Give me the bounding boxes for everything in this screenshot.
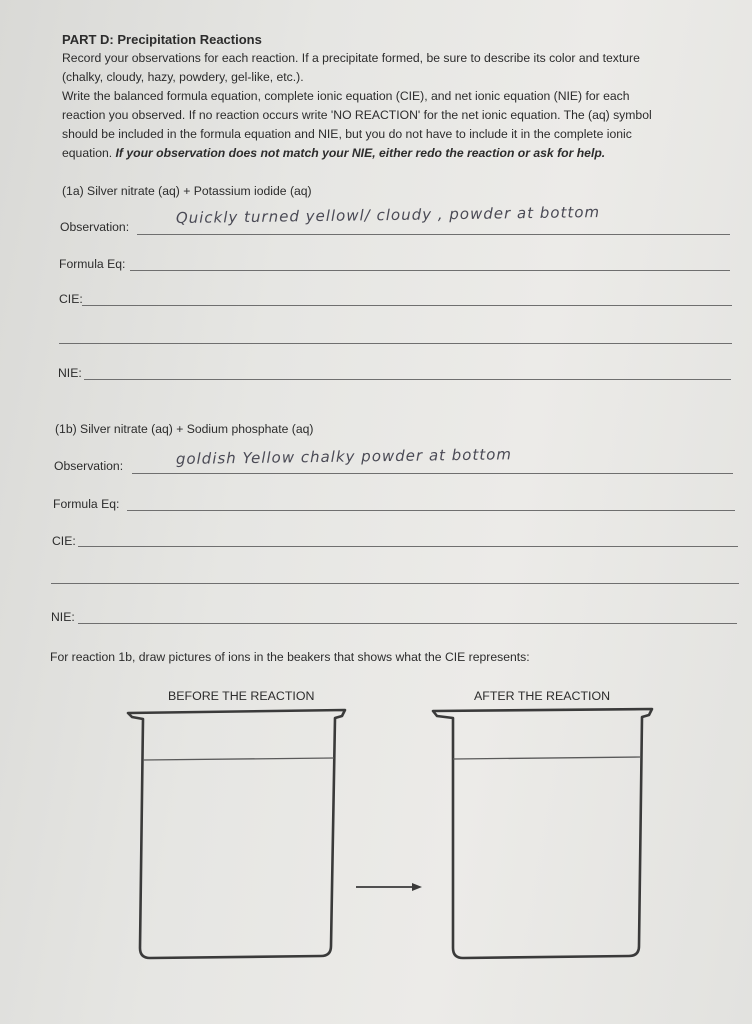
- before-reaction-label: BEFORE THE REACTION: [168, 689, 315, 703]
- instruction-line-1: Record your observations for each reaction. If a precipitate formed, be sure to describe its color and texture: [62, 51, 640, 65]
- cie-line-1a-continued[interactable]: [59, 343, 732, 344]
- cie-label-1b: CIE:: [52, 534, 76, 548]
- observation-answer-1a: Quickly turned yellowl/ cloudy , powder at bottom: [175, 203, 601, 227]
- after-beaker-liquid-line: [453, 757, 641, 759]
- after-reaction-label: AFTER THE REACTION: [474, 689, 611, 703]
- instruction-line-6: [62, 144, 605, 163]
- cie-line-1a[interactable]: [82, 305, 732, 306]
- instruction-line-5: should be included in the formula equation and NIE, but you do not have to include it in the complete ionic: [62, 127, 632, 141]
- reaction-1a-heading: (1a) Silver nitrate (aq) + Potassium iodide (aq): [62, 184, 312, 198]
- instruction-line-2: (chalky, cloudy, hazy, powdery, gel-like, etc.).: [62, 70, 304, 84]
- formula-line-1a[interactable]: [130, 270, 730, 271]
- nie-line-1b[interactable]: [78, 623, 737, 624]
- nie-label-1b: NIE:: [51, 610, 75, 624]
- instruction-line-3: Write the balanced formula equation, complete ionic equation (CIE), and net ionic equation (NIE) for each: [62, 89, 630, 103]
- observation-line-1b[interactable]: [132, 473, 733, 474]
- before-beaker-liquid-line: [143, 758, 334, 760]
- after-beaker[interactable]: [433, 709, 652, 958]
- instruction-line-6-text: equation.: [62, 146, 116, 160]
- instruction-warning: If your observation does not match your NIE, either redo the reaction or ask for help.: [115, 146, 606, 160]
- cie-label-1a: CIE:: [59, 292, 83, 306]
- cie-line-1b-continued[interactable]: [51, 583, 739, 584]
- nie-label-1a: NIE:: [58, 366, 82, 380]
- formula-label-1b: Formula Eq:: [53, 497, 120, 511]
- observation-label-1a: Observation:: [60, 220, 130, 234]
- formula-line-1b[interactable]: [127, 510, 735, 511]
- section-title: PART D: Precipitation Reactions: [62, 32, 262, 47]
- reaction-arrow: [356, 883, 422, 891]
- before-beaker[interactable]: [128, 710, 345, 958]
- observation-line-1a[interactable]: [137, 234, 730, 235]
- nie-line-1a[interactable]: [84, 379, 731, 380]
- cie-line-1b[interactable]: [78, 546, 738, 547]
- observation-label-1b: Observation:: [54, 459, 124, 473]
- reaction-1b-heading: (1b) Silver nitrate (aq) + Sodium phosphate (aq): [55, 422, 314, 436]
- instruction-line-4: reaction you observed. If no reaction occurs write 'NO REACTION' for the net ionic equation. The (aq) symbol: [62, 108, 652, 122]
- formula-label-1a: Formula Eq:: [59, 257, 126, 271]
- observation-answer-1b: goldish Yellow chalky powder at bottom: [175, 445, 513, 468]
- drawing-instruction: For reaction 1b, draw pictures of ions in the beakers that shows what the CIE represents:: [50, 650, 530, 664]
